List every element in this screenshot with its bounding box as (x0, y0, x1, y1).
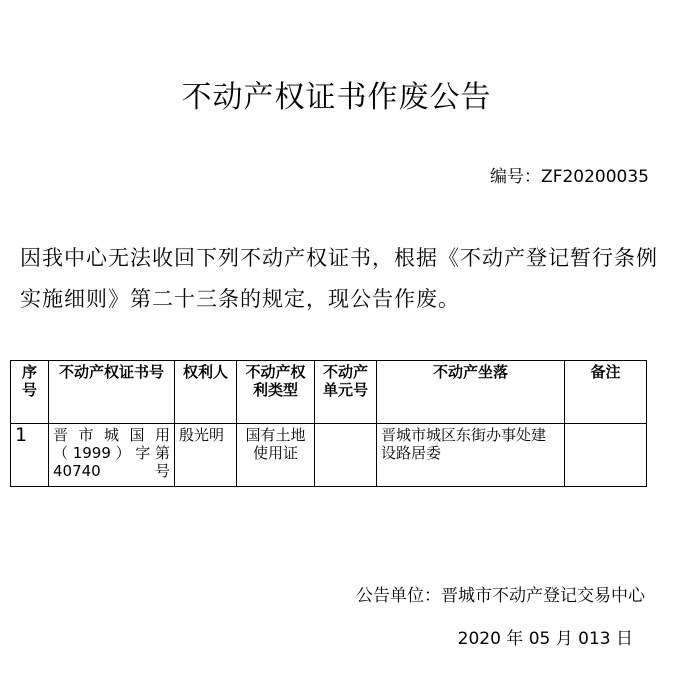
cell-cert-no: 晋市城国用（1999）字第40740号 (49, 424, 175, 487)
cell-unit-no (315, 424, 377, 487)
issuing-unit: 公告单位：晋城市不动产登记交易中心 (356, 586, 645, 606)
cell-holder: 殷光明 (175, 424, 237, 487)
page-title: 不动产权证书作废公告 (181, 80, 492, 115)
cell-right-type: 国有土地使用证 (237, 424, 315, 487)
cell-location: 晋城市城区东街办事处建设路居委 (377, 424, 565, 487)
header-cert-no: 不动产权证书号 (49, 361, 175, 424)
table-row (11, 424, 647, 487)
notice-body: 因我中心无法收回下列不动产权证书，根据《不动产登记暂行条例实施细则》第二十三条的规定，现公告作废。 (20, 246, 658, 311)
header-unit-no: 不动产单元号 (315, 361, 377, 424)
document-number: 编号：ZF20200035 (490, 167, 649, 187)
cell-serial: 1 (11, 424, 49, 487)
issue-date: 2020 年 05 月 013 日 (457, 629, 633, 649)
header-serial: 序号 (11, 361, 49, 424)
cell-remark (565, 424, 647, 487)
header-holder: 权利人 (175, 361, 237, 424)
header-right-type: 不动产权利类型 (237, 361, 315, 424)
header-location: 不动产坐落 (377, 361, 565, 424)
table-header-row (11, 361, 647, 424)
header-remark: 备注 (565, 361, 647, 424)
certificate-table (10, 360, 647, 487)
